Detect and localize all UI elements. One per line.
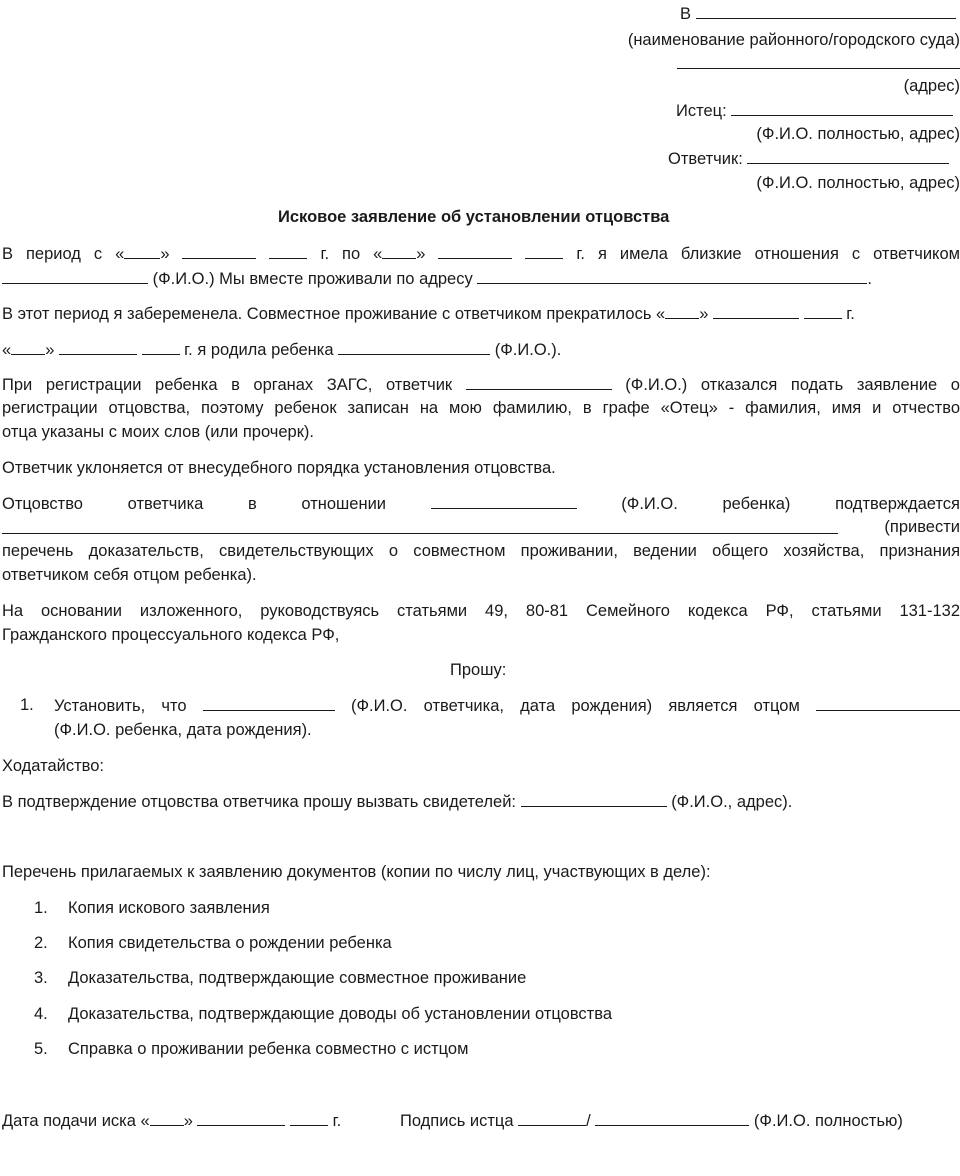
request-number: 1.	[20, 696, 34, 714]
request-line1: Установить, что (Ф.И.О. ответчика, дата рождения) является отцом	[54, 695, 960, 716]
attachment-item: Справка о проживании ребенка совместно с истцом	[68, 1040, 469, 1058]
plaintiff-field[interactable]	[731, 100, 953, 116]
p1-month-to[interactable]	[438, 243, 512, 259]
attachment-item: Доказательства, подтверждающие доводы об установлении отцовства	[68, 1005, 612, 1023]
p6-line1: На основании изложенного, руководствуясь статьями 49, 80-81 Семейного кодекса РФ, статьями 131-132	[2, 602, 960, 620]
defendant-hint: (Ф.И.О. полностью, адрес)	[756, 174, 960, 192]
p2-line1: В этот период я забеременела. Совместное проживание с ответчиком прекратилось « » г.	[2, 305, 855, 323]
p2-birth-year[interactable]	[142, 339, 180, 355]
p5-hint: (привести	[884, 518, 960, 536]
p1-year-from[interactable]	[269, 243, 307, 259]
p2-month[interactable]	[713, 303, 799, 319]
motion-line: В подтверждение отцовства ответчика прошу вызвать свидетелей: (Ф.И.О., адрес).	[2, 793, 793, 811]
filing-day[interactable]	[150, 1110, 184, 1126]
attachment-number: 3.	[34, 969, 48, 987]
plaintiff-hint: (Ф.И.О. полностью, адрес)	[756, 125, 960, 143]
p2-line2: « » г. я родила ребенка (Ф.И.О.).	[2, 341, 562, 359]
filing-date-line: Дата подачи иска « » г.	[2, 1112, 342, 1130]
p2-child-name[interactable]	[338, 339, 490, 355]
defendant-line	[668, 148, 949, 169]
p2-year[interactable]	[804, 303, 842, 319]
attachment-number: 2.	[34, 934, 48, 952]
signer-name-field[interactable]	[595, 1110, 749, 1126]
p1-day-to[interactable]	[382, 243, 416, 259]
p5-line3: перечень доказательств, свидетельствующих о совместном проживании, ведении общего хозяйства, признания	[2, 542, 960, 560]
p1-defendant-name[interactable]	[2, 268, 148, 284]
request-child-field[interactable]	[816, 695, 960, 711]
p3-defendant-name[interactable]	[466, 374, 612, 390]
attachment-number: 5.	[34, 1040, 48, 1058]
attachment-item: Доказательства, подтверждающие совместное проживание	[68, 969, 527, 987]
attachment-item: Копия свидетельства о рождении ребенка	[68, 934, 392, 952]
to-prefix: В	[680, 5, 692, 23]
attachment-number: 4.	[34, 1005, 48, 1023]
p4-text: Ответчик уклоняется от внесудебного порядка установления отцовства.	[2, 459, 556, 477]
p1-day-from[interactable]	[124, 243, 160, 259]
motion-heading: Ходатайство:	[2, 757, 104, 775]
plaintiff-line	[676, 100, 953, 121]
defendant-label: Ответчик:	[668, 150, 743, 168]
request-line2: (Ф.И.О. ребенка, дата рождения).	[54, 721, 312, 739]
p1-month-from[interactable]	[182, 243, 256, 259]
document-title: Исковое заявление об установлении отцовства	[278, 208, 670, 226]
signature-line: Подпись истца / (Ф.И.О. полностью)	[400, 1112, 903, 1130]
p3-line2: регистрации отцовства, поэтому ребенок записан на мою фамилию, в графе «Отец» - фамилия, имя и отчество	[2, 399, 960, 417]
address-field[interactable]	[677, 68, 960, 69]
p1-year-to[interactable]	[525, 243, 563, 259]
filing-month[interactable]	[197, 1110, 285, 1126]
p3-line1: При регистрации ребенка в органах ЗАГС, ответчик (Ф.И.О.) отказался подать заявление о	[2, 376, 960, 394]
p1-address-field[interactable]	[477, 268, 867, 284]
p2-day[interactable]	[665, 303, 699, 319]
signature-field[interactable]	[518, 1110, 586, 1126]
address-hint: (адрес)	[903, 77, 960, 95]
witnesses-field[interactable]	[521, 791, 667, 807]
p1-line2: (Ф.И.О.) Мы вместе проживали по адресу .	[2, 268, 872, 289]
p6-line2: Гражданского процессуального кодекса РФ,	[2, 626, 340, 644]
court-line	[680, 3, 956, 24]
court-hint: (наименование районного/городского суда)	[627, 31, 960, 49]
filing-year[interactable]	[290, 1110, 328, 1126]
p3-line3: отца указаны с моих слов (или прочерк).	[2, 423, 315, 441]
attachment-item: Копия искового заявления	[68, 899, 270, 917]
p1-line1: В период с « » г. по « » г. я имела близкие отношения с ответчиком	[2, 245, 960, 263]
request-heading: Прошу:	[450, 661, 507, 679]
court-name-field[interactable]	[696, 3, 956, 19]
p5-line1: Отцовство ответчика в отношении (Ф.И.О. ребенка) подтверждается	[2, 495, 960, 513]
attachment-number: 1.	[34, 899, 48, 917]
request-defendant-field[interactable]	[203, 695, 335, 711]
p2-birth-month[interactable]	[59, 339, 137, 355]
p2-birth-day[interactable]	[11, 339, 45, 355]
p5-evidence-field[interactable]	[2, 533, 838, 534]
plaintiff-label: Истец:	[676, 102, 727, 120]
defendant-field[interactable]	[747, 148, 949, 164]
attachments-heading: Перечень прилагаемых к заявлению документов (копии по числу лиц, участвующих в деле):	[2, 863, 711, 881]
p5-line4: ответчиком себя отцом ребенка).	[2, 566, 257, 584]
p5-child-name[interactable]	[431, 493, 577, 509]
